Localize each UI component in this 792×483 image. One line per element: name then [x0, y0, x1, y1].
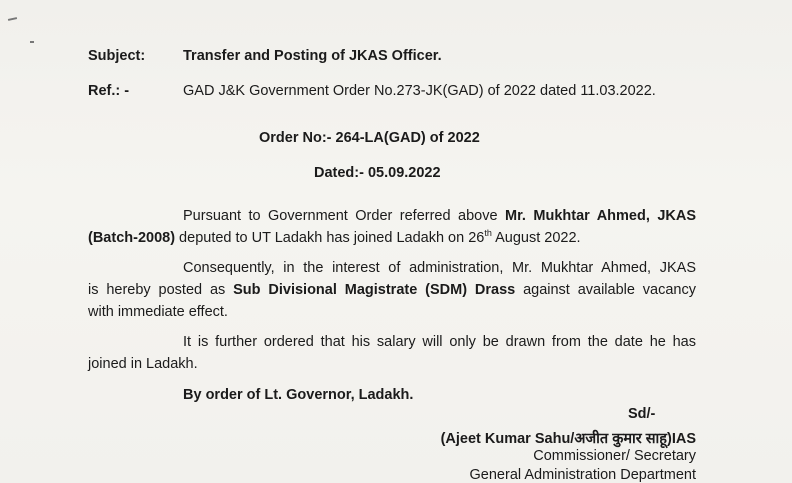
scan-speck — [8, 17, 17, 21]
paragraph-salary — [88, 331, 696, 375]
signatory-designation: Commissioner/ Secretary — [533, 448, 696, 464]
paragraph-line — [88, 279, 696, 301]
signatory-department: General Administration Department — [469, 467, 696, 483]
signatory-name: (Ajeet Kumar Sahu/अजीत कुमार साहू)IAS — [440, 431, 696, 447]
paragraph-line — [88, 227, 696, 249]
paragraph-line — [88, 205, 696, 227]
paragraph-line: It is further ordered that his salary will only be drawn from the date he has — [183, 334, 696, 350]
text-run: deputed to UT Ladakh has joined Ladakh on 26 — [175, 230, 485, 246]
scan-speck — [30, 41, 34, 43]
paragraph-posting — [88, 257, 696, 323]
by-order-line: By order of Lt. Governor, Ladakh. — [183, 387, 414, 403]
text-run: is hereby posted as — [88, 282, 234, 298]
text-run: August 2022. — [491, 230, 581, 246]
paragraph-line: with immediate effect. — [88, 304, 228, 320]
paragraph-line: joined in Ladakh. — [88, 356, 198, 372]
officer-name: Mr. Mukhtar Ahmed, JKAS — [504, 208, 696, 224]
text-run: Pursuant to Government Order referred above — [183, 208, 505, 224]
ref-text: GAD J&K Government Order No.273-JK(GAD) of 2022 dated 11.03.2022. — [183, 83, 656, 99]
paragraph-joining — [88, 205, 696, 249]
ref-label: Ref.: - — [88, 83, 130, 99]
order-date: Dated:- 05.09.2022 — [314, 165, 441, 181]
subject-text: Transfer and Posting of JKAS Officer. — [183, 48, 442, 64]
subject-label: Subject: — [88, 48, 146, 64]
text-run: against available vacancy — [515, 282, 696, 298]
ordinal-suffix: th — [484, 228, 492, 239]
paragraph-line: Consequently, in the interest of administration, Mr. Mukhtar Ahmed, JKAS — [183, 260, 696, 276]
sd-mark: Sd/- — [628, 406, 656, 422]
order-number: Order No:- 264-LA(GAD) of 2022 — [259, 130, 480, 146]
officer-batch: (Batch-2008) — [88, 230, 176, 246]
posting-designation: Sub Divisional Magistrate (SDM) Drass — [233, 282, 516, 298]
